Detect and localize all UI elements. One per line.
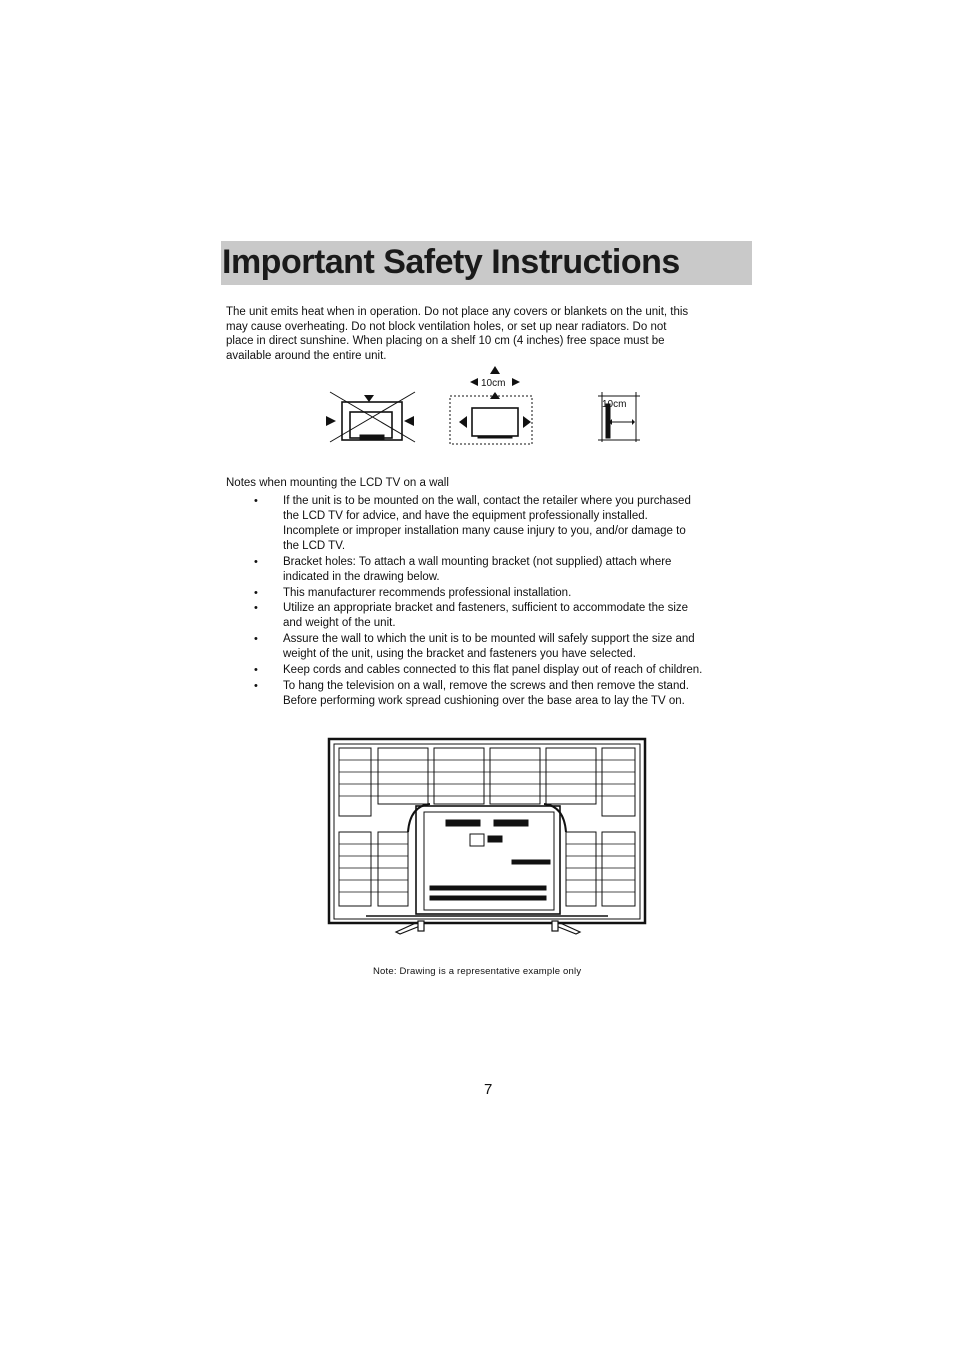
list-item-line: Incomplete or improper installation many cause injury to you, and/or damage to	[283, 525, 686, 537]
intro-line: available around the entire unit.	[226, 349, 387, 362]
page-title: Important Safety Instructions	[222, 243, 680, 281]
intro-line: may cause overheating. Do not block ventilation holes, or set up near radiators. Do not	[226, 320, 667, 333]
page-number: 7	[484, 1081, 493, 1098]
list-item-line: the LCD TV.	[283, 540, 346, 552]
tv-rear-drawing	[326, 736, 650, 940]
ventilation-diagrams	[320, 362, 650, 452]
list-item-line: • Utilize an appropriate bracket and fasteners, sufficient to accommodate the size	[283, 602, 689, 615]
list-item	[254, 494, 764, 554]
list-item-line: • Keep cords and cables connected to this flat panel display out of reach of children.	[283, 663, 703, 676]
notes-list	[254, 494, 764, 710]
list-item	[254, 601, 764, 631]
intro-paragraph	[226, 305, 756, 363]
intro-line: place in direct sunshine. When placing on a shelf 10 cm (4 inches) free space must be	[226, 335, 665, 348]
list-item-line: • To hang the television on a wall, remove the screws and then remove the stand.	[283, 679, 689, 692]
list-item-line: indicated in the drawing below.	[283, 570, 440, 583]
list-item-line: • This manufacturer recommends professional installation.	[283, 586, 572, 599]
list-item-line: the LCD TV for advice, and have the equipment professionally installed.	[283, 510, 648, 522]
list-item-line: • If the unit is to be mounted on the wall, contact the retailer where you purchased	[283, 495, 691, 507]
notes-heading: Notes when mounting the LCD TV on a wall	[226, 477, 449, 489]
list-item	[254, 632, 764, 662]
list-item	[254, 679, 764, 709]
list-item	[254, 586, 764, 601]
drawing-note: Note: Drawing is a representative example only	[373, 966, 582, 977]
enclosed-placement-diagram	[326, 392, 415, 442]
list-item	[254, 555, 764, 585]
intro-line: The unit emits heat when in operation. Do not place any covers or blankets on the unit, this	[226, 306, 689, 318]
clearance-label-top: 10cm	[481, 378, 506, 389]
list-item-line: weight of the unit, using the bracket and fasteners you have selected.	[283, 648, 636, 661]
list-item	[254, 663, 764, 678]
clearance-label-side: 10cm	[602, 399, 627, 410]
list-item-line: Before performing work spread cushioning over the base area to lay the TV on.	[283, 694, 685, 707]
list-item-line: and weight of the unit.	[283, 617, 396, 630]
list-item-line: • Assure the wall to which the unit is to be mounted will safely support the size and	[283, 633, 695, 646]
list-item-line: • Bracket holes: To attach a wall mounting bracket (not supplied) attach where	[283, 555, 672, 568]
